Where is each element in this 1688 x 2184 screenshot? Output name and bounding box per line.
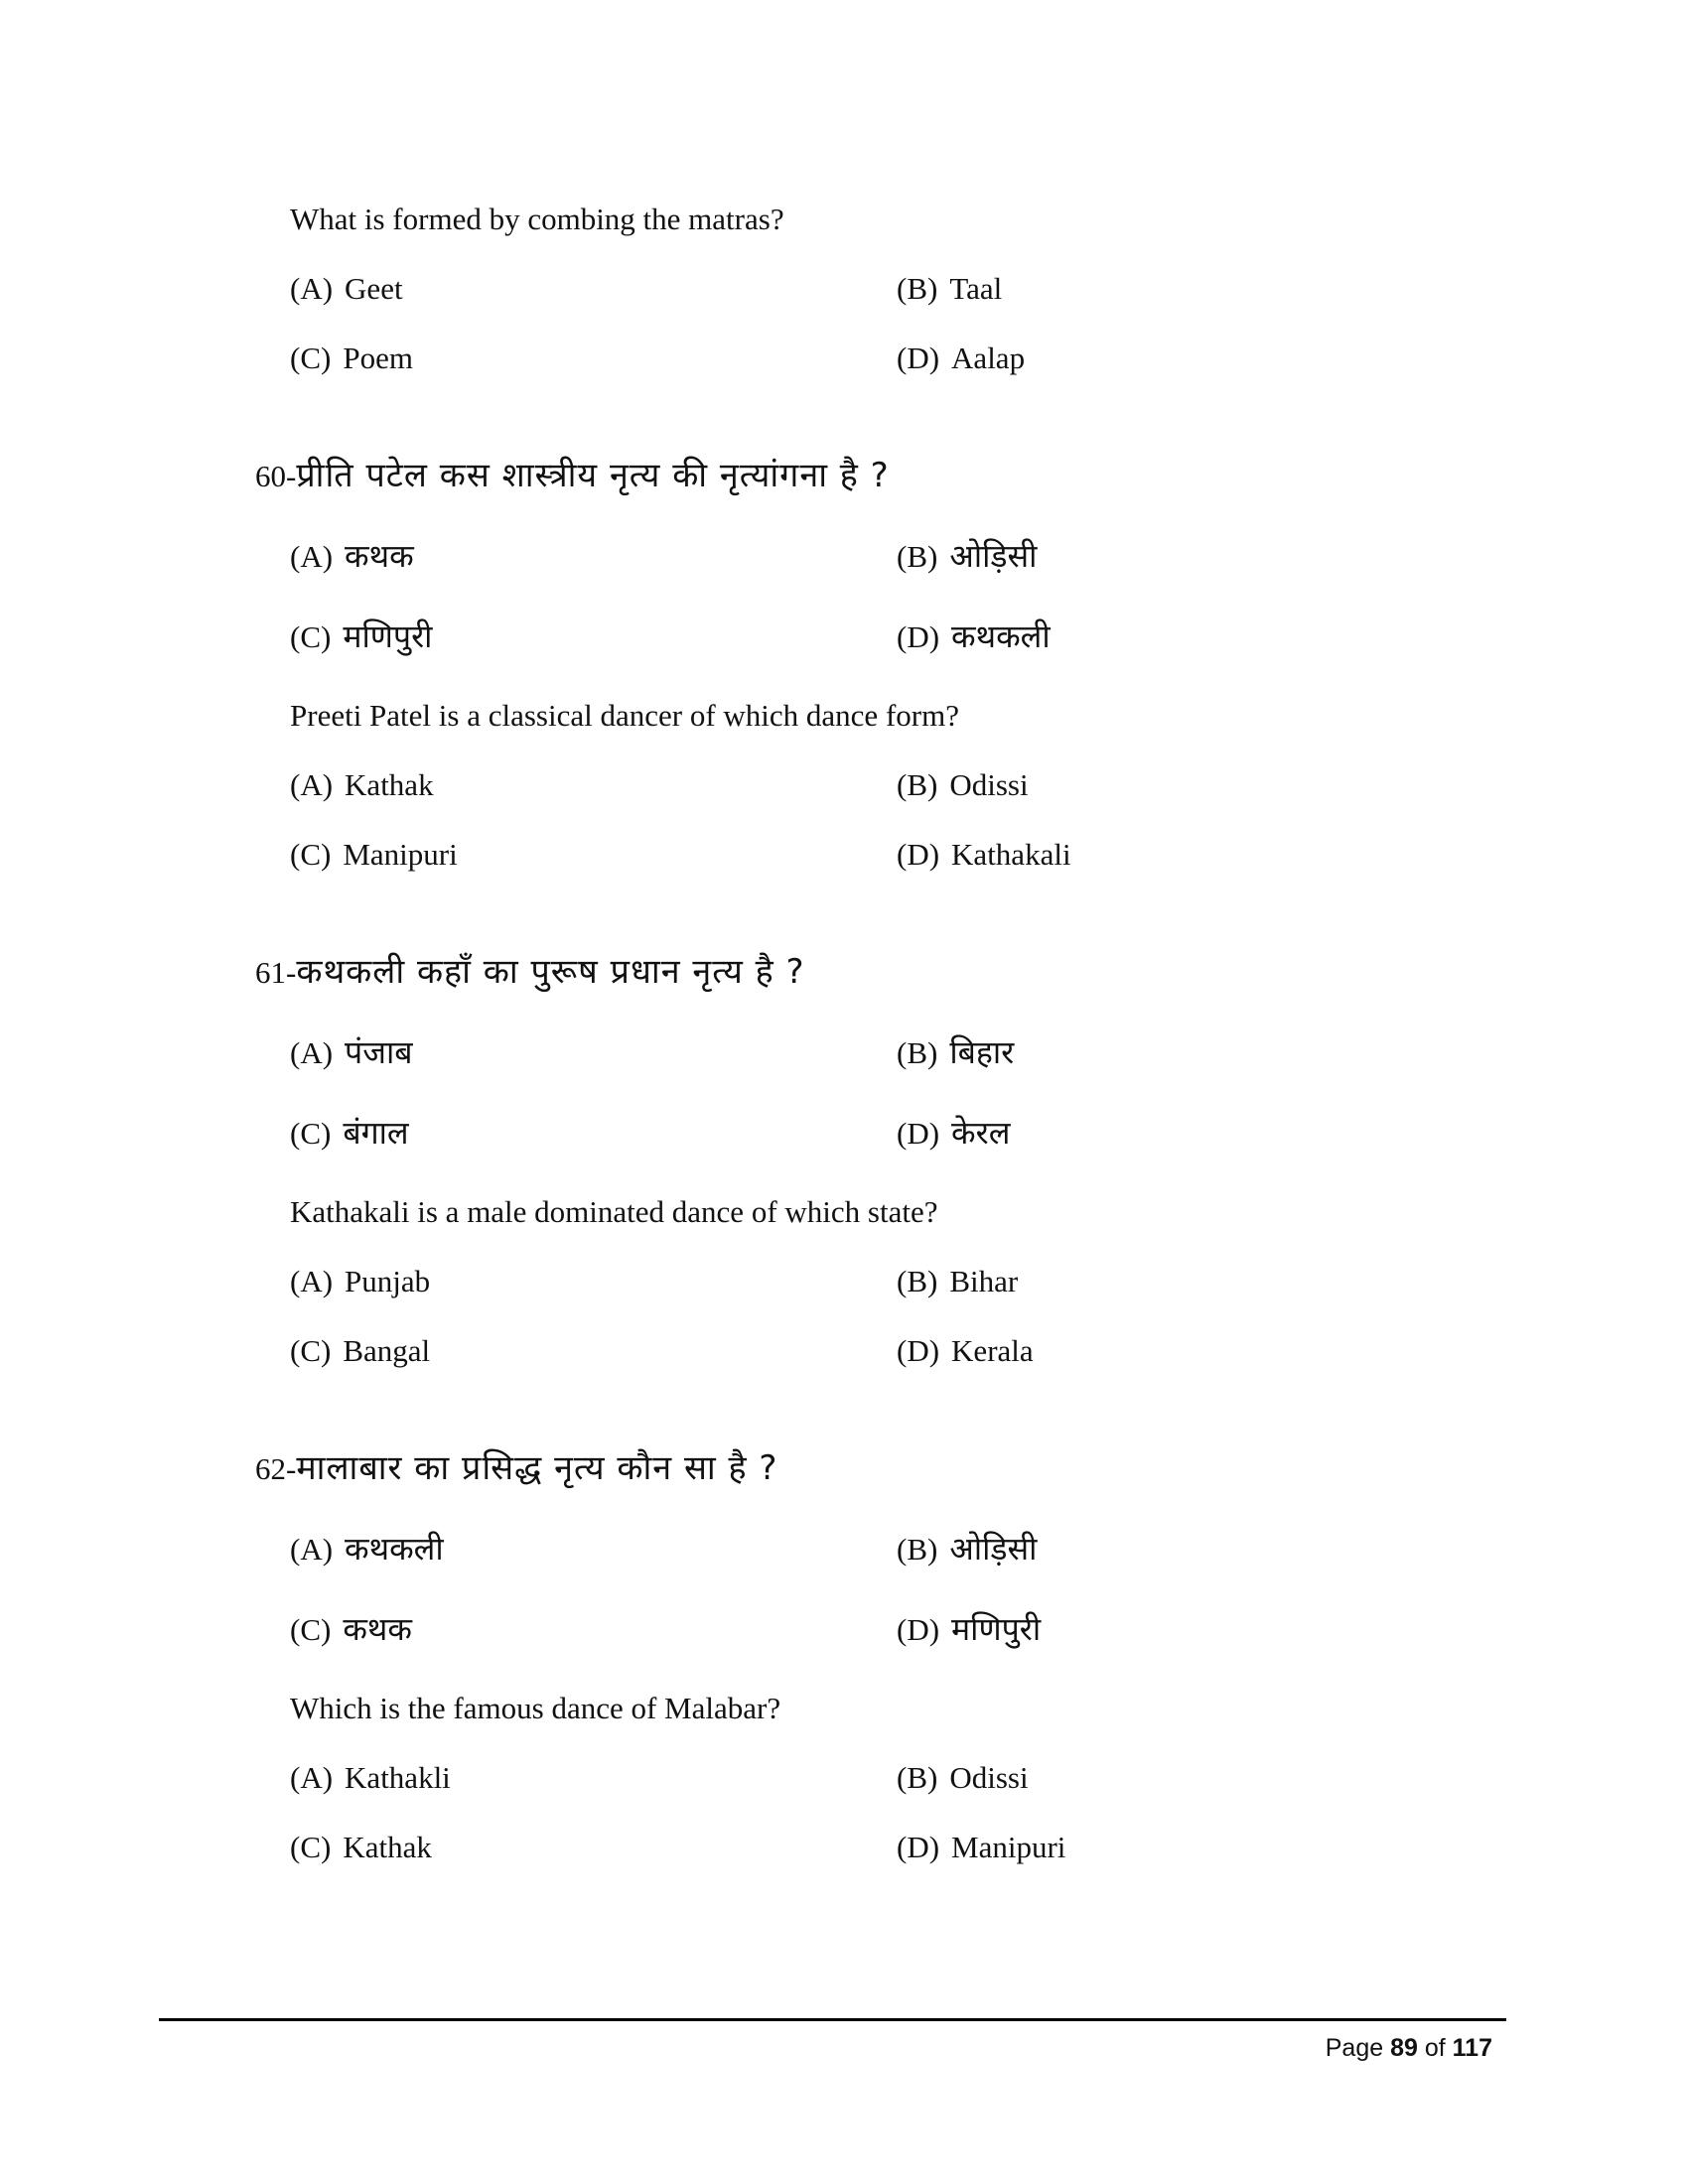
option-c: (C) बंगाल bbox=[290, 1114, 409, 1152]
option-c: (C) Poem bbox=[290, 341, 413, 375]
option-d: (D) Manipuri bbox=[897, 1830, 1066, 1864]
question-number: 61- bbox=[255, 955, 297, 990]
question-59-text-en: What is formed by combing the matras? bbox=[290, 202, 784, 236]
question-60-text-en: Preeti Patel is a classical dancer of which dance form? bbox=[290, 698, 959, 733]
question-number: 62- bbox=[255, 1451, 297, 1486]
option-a: (A) Kathak bbox=[290, 767, 434, 802]
option-c: (C) मणिपुरी bbox=[290, 617, 433, 655]
option-b: (B) बिहार bbox=[897, 1033, 1015, 1071]
page-number: Page 89 of 117 bbox=[1325, 2034, 1492, 2062]
current-page-number: 89 bbox=[1390, 2034, 1418, 2062]
option-d: (D) केरल bbox=[897, 1114, 1011, 1152]
option-d: (D) Aalap bbox=[897, 341, 1026, 375]
option-d: (D) मणिपुरी bbox=[897, 1610, 1042, 1648]
question-61-text-hi: 61-कथकली कहाँ का पुरूष प्रधान नृत्य है ? bbox=[255, 952, 805, 992]
option-a: (A) Geet bbox=[290, 271, 403, 306]
option-a: (A) कथकली bbox=[290, 1530, 444, 1568]
option-a: (A) पंजाब bbox=[290, 1033, 413, 1071]
option-c: (C) Kathak bbox=[290, 1830, 432, 1864]
option-b: (B) Odissi bbox=[897, 767, 1029, 802]
option-d: (D) Kathakali bbox=[897, 837, 1071, 872]
option-d: (D) कथकली bbox=[897, 617, 1051, 655]
total-pages-number: 117 bbox=[1452, 2034, 1492, 2062]
option-b: (B) Taal bbox=[897, 271, 1003, 306]
option-c: (C) Bangal bbox=[290, 1333, 431, 1368]
option-b: (B) ओड़िसी bbox=[897, 537, 1038, 575]
option-c: (C) Manipuri bbox=[290, 837, 458, 872]
option-d: (D) Kerala bbox=[897, 1333, 1034, 1368]
question-60-text-hi: 60-प्रीति पटेल कस शास्त्रीय नृत्य की नृत्यांगना है ? bbox=[255, 456, 890, 495]
option-a: (A) Punjab bbox=[290, 1264, 431, 1298]
option-b: (B) Odissi bbox=[897, 1760, 1029, 1795]
footer-divider bbox=[159, 2018, 1506, 2021]
question-62-text-hi: 62-मालाबार का प्रसिद्ध नृत्य कौन सा है ? bbox=[255, 1448, 778, 1488]
option-c: (C) कथक bbox=[290, 1610, 412, 1648]
question-62-text-en: Which is the famous dance of Malabar? bbox=[290, 1691, 781, 1725]
option-a: (A) कथक bbox=[290, 537, 414, 575]
option-b: (B) ओड़िसी bbox=[897, 1530, 1038, 1568]
option-b: (B) Bihar bbox=[897, 1264, 1019, 1298]
question-number: 60- bbox=[255, 459, 297, 493]
question-61-text-en: Kathakali is a male dominated dance of which state? bbox=[290, 1194, 938, 1229]
option-a: (A) Kathakli bbox=[290, 1760, 451, 1795]
